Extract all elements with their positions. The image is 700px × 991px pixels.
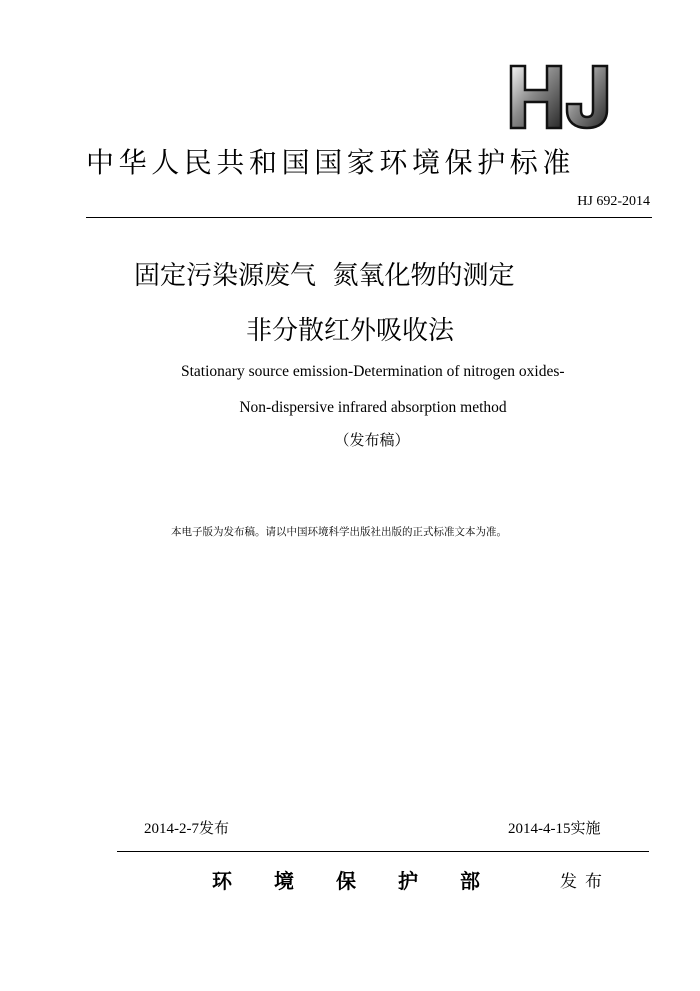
- hj-logo-icon: [509, 64, 629, 130]
- notice-text: 本电子版为发布稿。请以中国环境科学出版社出版的正式标准文本为准。: [171, 526, 507, 538]
- draft-label: （发布稿）: [334, 431, 410, 449]
- issue-word: 发布: [560, 872, 610, 892]
- bottom-divider: [117, 851, 649, 852]
- hj-logo: [509, 64, 629, 130]
- issuer-name: 环境保护部: [212, 869, 522, 893]
- issue-date: 2014-2-7发布: [144, 821, 229, 837]
- standard-number: HJ 692-2014: [577, 194, 650, 209]
- title-en-line2: Non-dispersive infrared absorption method: [239, 399, 507, 416]
- effective-date: 2014-4-15实施: [508, 821, 601, 837]
- title-cn-line1: 固定污染源废气 氮氧化物的测定: [134, 261, 515, 291]
- org-title: 中华人民共和国国家环境保护标准: [86, 146, 576, 179]
- title-en-line1: Stationary source emission-Determination of nitrogen oxides-: [181, 363, 565, 380]
- top-divider: [86, 217, 652, 218]
- title-cn-line2: 非分散红外吸收法: [245, 316, 454, 346]
